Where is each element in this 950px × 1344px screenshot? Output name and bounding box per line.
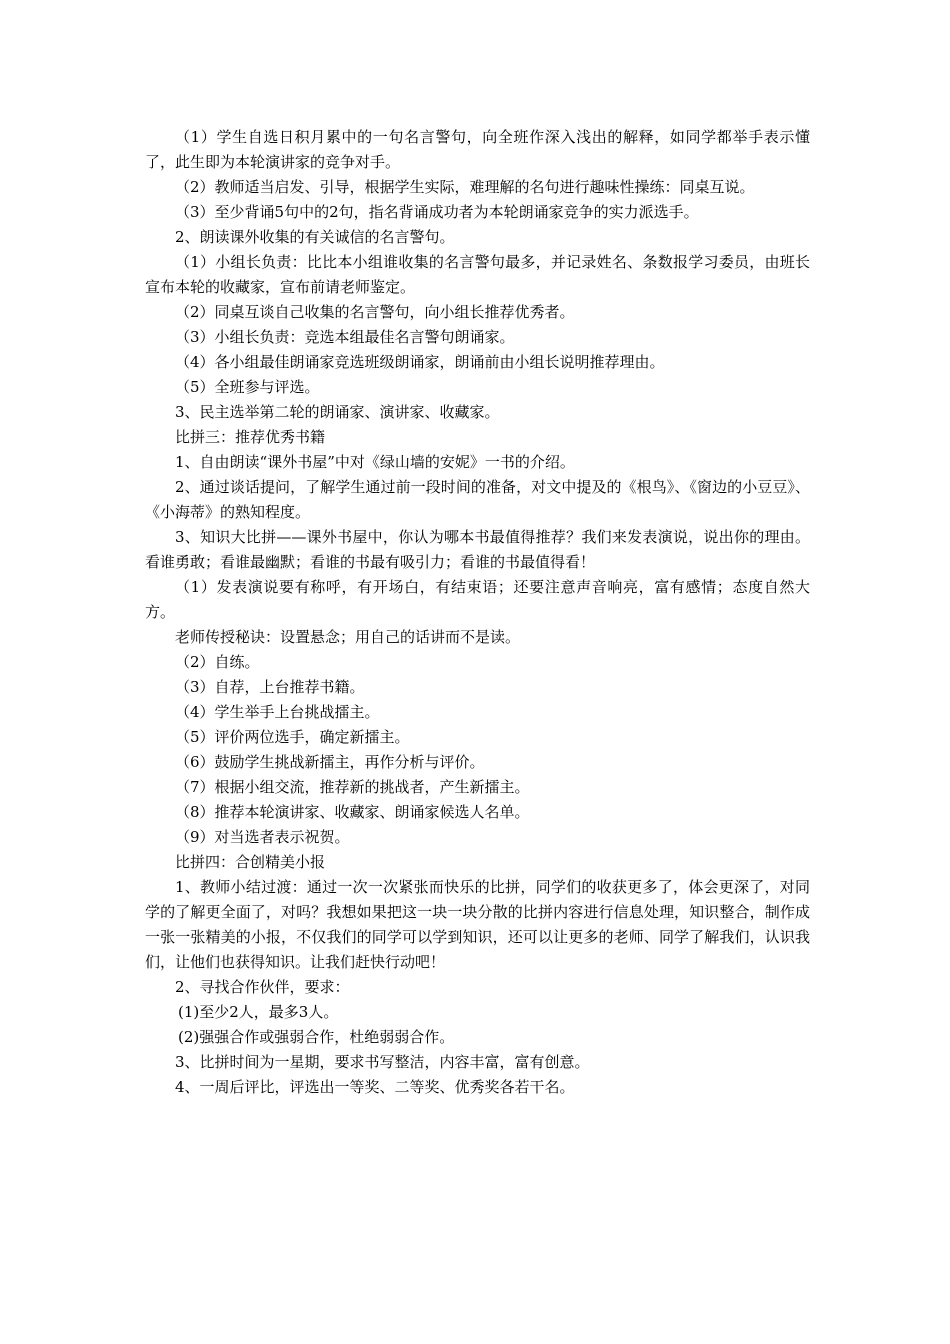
paragraph-requirement-1: (1)至少2人，最多3人。 bbox=[178, 1003, 339, 1021]
section-heading-3: 比拼三：推荐优秀书籍 bbox=[175, 428, 326, 446]
paragraph-group-4: （4）各小组最佳朗诵家竞选班级朗诵家，朗诵前由小组长说明推荐理由。 bbox=[175, 353, 665, 371]
paragraph-group-5: （5）全班参与评选。 bbox=[175, 378, 320, 396]
paragraph-speech-7: （7）根据小组交流，推荐新的挑战者，产生新擂主。 bbox=[175, 778, 530, 796]
paragraph-newspaper-2: 2、寻找合作伙伴，要求： bbox=[175, 978, 350, 996]
section-heading-4: 比拼四：合创精美小报 bbox=[175, 853, 326, 871]
paragraph-books-2: 2、通过谈话提问，了解学生通过前一段时间的准备，对文中提及的《根鸟》、《窗边的小豆豆》、《小海蒂》的熟知程度。 bbox=[145, 478, 810, 521]
paragraph-books-3: 3、知识大比拼——课外书屋中，你认为哪本书最值得推荐？我们来发表演说，说出你的理由。看谁勇敢；看谁最幽默；看谁的书最有吸引力；看谁的书最值得看！ bbox=[145, 528, 810, 571]
paragraph-speech-8: （8）推荐本轮演讲家、收藏家、朗诵家候选人名单。 bbox=[175, 803, 530, 821]
paragraph-group-1: （1）小组长负责：比比本小组谁收集的名言警句最多，并记录姓名、条数报学习委员，由班长宣布本轮的收藏家，宣布前请老师鉴定。 bbox=[145, 253, 810, 296]
paragraph-speech-9: （9）对当选者表示祝贺。 bbox=[175, 828, 350, 846]
paragraph-tip: 老师传授秘诀：设置悬念；用自己的话讲而不是读。 bbox=[175, 628, 521, 646]
paragraph-activity-3: （3）至少背诵5句中的2句，指名背诵成功者为本轮朗诵家竞争的实力派选手。 bbox=[175, 203, 699, 221]
paragraph-step-3: 3、民主选举第二轮的朗诵家、演讲家、收藏家。 bbox=[175, 403, 500, 421]
paragraph-speech-6: （6）鼓励学生挑战新擂主，再作分析与评价。 bbox=[175, 753, 485, 771]
document-body bbox=[145, 125, 810, 1100]
paragraph-speech-1: （1）发表演说要有称呼，有开场白，有结束语；还要注意声音响亮，富有感情；态度自然大方。 bbox=[145, 578, 810, 621]
paragraph-group-3: （3）小组长负责：竞选本组最佳名言警句朗诵家。 bbox=[175, 328, 515, 346]
paragraph-books-1: 1、自由朗读“课外书屋”中对《绿山墙的安妮》一书的介绍。 bbox=[175, 453, 575, 471]
paragraph-speech-5: （5）评价两位选手，确定新擂主。 bbox=[175, 728, 410, 746]
paragraph-activity-2: （2）教师适当启发、引导，根据学生实际，难理解的名句进行趣味性操练：同桌互说。 bbox=[175, 178, 755, 196]
paragraph-speech-4: （4）学生举手上台挑战擂主。 bbox=[175, 703, 380, 721]
paragraph-activity-1: （1）学生自选日积月累中的一句名言警句，向全班作深入浅出的解释，如同学都举手表示懂了，此生即为本轮演讲家的竞争对手。 bbox=[145, 128, 810, 171]
paragraph-group-2: （2）同桌互谈自己收集的名言警句，向小组长推荐优秀者。 bbox=[175, 303, 575, 321]
paragraph-newspaper-3: 3、比拼时间为一星期，要求书写整洁，内容丰富，富有创意。 bbox=[175, 1053, 590, 1071]
paragraph-newspaper-4: 4、一周后评比，评选出一等奖、二等奖、优秀奖各若干名。 bbox=[175, 1078, 575, 1096]
paragraph-speech-2: （2）自练。 bbox=[175, 653, 260, 671]
paragraph-speech-3: （3）自荐，上台推荐书籍。 bbox=[175, 678, 365, 696]
paragraph-step-2: 2、朗读课外收集的有关诚信的名言警句。 bbox=[175, 228, 455, 246]
paragraph-requirement-2: (2)强强合作或强弱合作，杜绝弱弱合作。 bbox=[178, 1028, 455, 1046]
paragraph-newspaper-1: 1、教师小结过渡：通过一次一次紧张而快乐的比拼，同学们的收获更多了，体会更深了，对同学的了解更全面了，对吗？我想如果把这一块一块分散的比拼内容进行信息处理，知识整合，制作成一张一张精美的小报，不仅我们的同学可以学到知识，还可以让更多的老师、同学了解我们，认识我们，让他们也获得知识。让我们赶快行动吧！ bbox=[145, 878, 810, 971]
